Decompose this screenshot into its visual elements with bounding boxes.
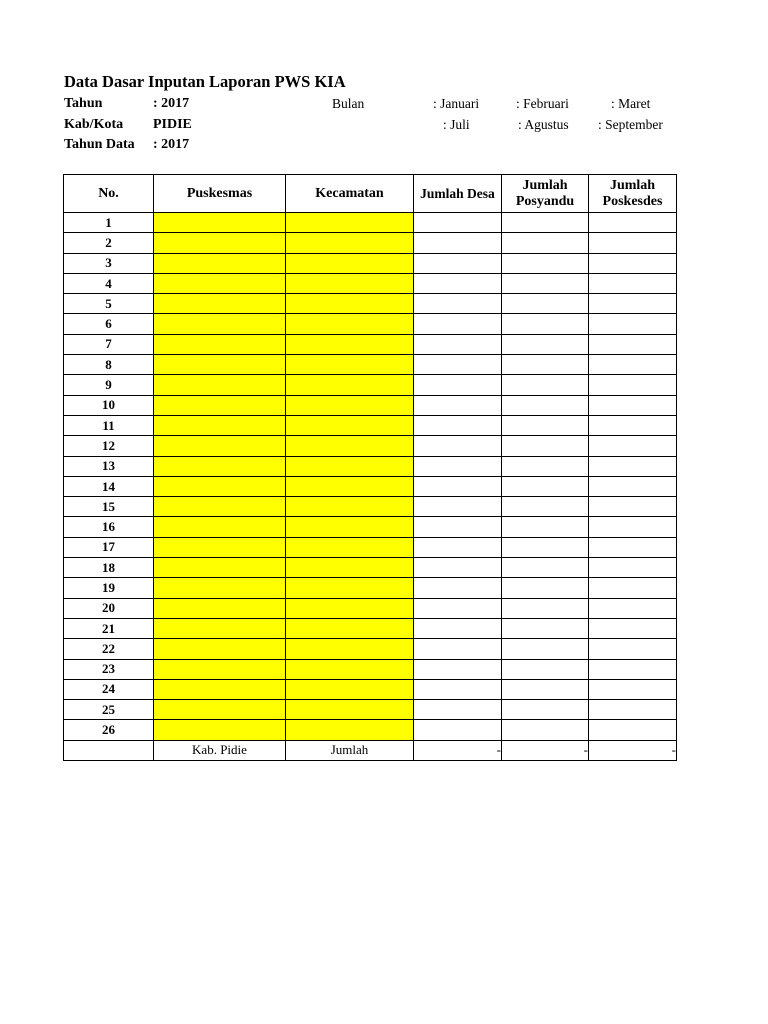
jumlah-posyandu-cell[interactable] <box>502 375 589 395</box>
puskesmas-cell[interactable] <box>154 679 286 699</box>
jumlah-posyandu-cell[interactable] <box>502 578 589 598</box>
table-row <box>64 578 677 598</box>
row-number: 2 <box>64 233 154 253</box>
table-row <box>64 700 677 720</box>
table-header-row <box>64 175 677 213</box>
jumlah-poskesdes-cell[interactable] <box>589 456 677 476</box>
col-header-poskesdes-line1: Jumlah <box>609 177 656 193</box>
footer-kab-pidie: Kab. Pidie <box>154 740 286 760</box>
jumlah-posyandu-cell[interactable] <box>502 700 589 720</box>
month-januari: : Januari <box>433 96 480 111</box>
jumlah-desa-cell[interactable] <box>414 213 502 233</box>
kecamatan-cell[interactable] <box>286 537 414 557</box>
bulan-label: Bulan <box>332 96 365 111</box>
jumlah-desa-cell[interactable] <box>414 598 502 618</box>
kecamatan-cell[interactable] <box>286 334 414 354</box>
col-header-poskesdes-line2: Poskesdes <box>602 193 663 209</box>
table-row <box>64 294 677 314</box>
row-number: 8 <box>64 355 154 375</box>
jumlah-posyandu-cell[interactable] <box>502 618 589 638</box>
month-agustus: : Agustus <box>518 117 569 132</box>
jumlah-poskesdes-cell[interactable] <box>589 558 677 578</box>
jumlah-desa-cell[interactable] <box>414 618 502 638</box>
row-number: 7 <box>64 334 154 354</box>
kecamatan-cell[interactable] <box>286 375 414 395</box>
jumlah-posyandu-cell[interactable] <box>502 294 589 314</box>
table-body <box>64 213 677 741</box>
jumlah-poskesdes-cell[interactable] <box>589 618 677 638</box>
kecamatan-cell[interactable] <box>286 679 414 699</box>
jumlah-poskesdes-cell[interactable] <box>589 578 677 598</box>
row-number: 16 <box>64 517 154 537</box>
page-title: Data Dasar Inputan Laporan PWS KIA <box>64 72 346 91</box>
kecamatan-cell[interactable] <box>286 517 414 537</box>
jumlah-desa-cell[interactable] <box>414 537 502 557</box>
table-row <box>64 375 677 395</box>
puskesmas-cell[interactable] <box>154 639 286 659</box>
row-number: 20 <box>64 598 154 618</box>
kecamatan-cell[interactable] <box>286 213 414 233</box>
jumlah-poskesdes-cell[interactable] <box>589 213 677 233</box>
kecamatan-cell[interactable] <box>286 476 414 496</box>
row-number: 23 <box>64 659 154 679</box>
row-number: 10 <box>64 395 154 415</box>
jumlah-desa-cell[interactable] <box>414 639 502 659</box>
tahun-data-value: : 2017 <box>153 137 190 152</box>
jumlah-posyandu-cell[interactable] <box>502 476 589 496</box>
puskesmas-cell[interactable] <box>154 314 286 334</box>
jumlah-desa-cell[interactable] <box>414 497 502 517</box>
kecamatan-cell[interactable] <box>286 436 414 456</box>
tahun-value: : 2017 <box>153 96 190 111</box>
kecamatan-cell[interactable] <box>286 355 414 375</box>
jumlah-poskesdes-cell[interactable] <box>589 659 677 679</box>
col-header-posyandu-line1: Jumlah <box>522 177 568 193</box>
jumlah-desa-cell[interactable] <box>414 558 502 578</box>
month-september: : September <box>598 117 663 132</box>
table-row <box>64 233 677 253</box>
kecamatan-cell[interactable] <box>286 233 414 253</box>
table-row <box>64 314 677 334</box>
data-table <box>63 174 677 761</box>
jumlah-desa-cell[interactable] <box>414 720 502 740</box>
col-header-jumlah-poskesdes <box>589 175 677 213</box>
month-maret: : Maret <box>611 96 651 111</box>
jumlah-desa-cell[interactable] <box>414 700 502 720</box>
puskesmas-cell[interactable] <box>154 233 286 253</box>
row-number: 25 <box>64 700 154 720</box>
kecamatan-cell[interactable] <box>286 578 414 598</box>
footer-total-desa: - <box>414 740 502 760</box>
kecamatan-cell[interactable] <box>286 456 414 476</box>
puskesmas-cell[interactable] <box>154 659 286 679</box>
jumlah-poskesdes-cell[interactable] <box>589 314 677 334</box>
jumlah-poskesdes-cell[interactable] <box>589 720 677 740</box>
puskesmas-cell[interactable] <box>154 253 286 273</box>
jumlah-desa-cell[interactable] <box>414 476 502 496</box>
kecamatan-cell[interactable] <box>286 314 414 334</box>
jumlah-desa-cell[interactable] <box>414 253 502 273</box>
jumlah-posyandu-cell[interactable] <box>502 517 589 537</box>
jumlah-posyandu-cell[interactable] <box>502 456 589 476</box>
row-number: 15 <box>64 497 154 517</box>
table-row <box>64 720 677 740</box>
row-number: 5 <box>64 294 154 314</box>
puskesmas-cell[interactable] <box>154 436 286 456</box>
jumlah-desa-cell[interactable] <box>414 294 502 314</box>
kecamatan-cell[interactable] <box>286 395 414 415</box>
jumlah-poskesdes-cell[interactable] <box>589 679 677 699</box>
kecamatan-cell[interactable] <box>286 720 414 740</box>
table-row <box>64 558 677 578</box>
puskesmas-cell[interactable] <box>154 558 286 578</box>
table-row <box>64 598 677 618</box>
puskesmas-cell[interactable] <box>154 395 286 415</box>
table-row <box>64 537 677 557</box>
kecamatan-cell[interactable] <box>286 558 414 578</box>
table-row <box>64 618 677 638</box>
table-footer-row <box>64 740 677 760</box>
table-row <box>64 679 677 699</box>
jumlah-desa-cell[interactable] <box>414 375 502 395</box>
puskesmas-cell[interactable] <box>154 497 286 517</box>
month-februari: : Februari <box>516 96 569 111</box>
jumlah-poskesdes-cell[interactable] <box>589 436 677 456</box>
table-row <box>64 334 677 354</box>
col-header-no: No. <box>64 175 154 213</box>
kecamatan-cell[interactable] <box>286 598 414 618</box>
kecamatan-cell[interactable] <box>286 700 414 720</box>
jumlah-posyandu-cell[interactable] <box>502 334 589 354</box>
puskesmas-cell[interactable] <box>154 598 286 618</box>
table-row <box>64 476 677 496</box>
row-number: 24 <box>64 679 154 699</box>
row-number: 1 <box>64 213 154 233</box>
row-number: 26 <box>64 720 154 740</box>
jumlah-poskesdes-cell[interactable] <box>589 415 677 435</box>
jumlah-poskesdes-cell[interactable] <box>589 294 677 314</box>
jumlah-desa-cell[interactable] <box>414 415 502 435</box>
jumlah-posyandu-cell[interactable] <box>502 273 589 293</box>
kab-kota-label: Kab/Kota <box>64 117 124 132</box>
jumlah-desa-cell[interactable] <box>414 659 502 679</box>
table-row <box>64 213 677 233</box>
jumlah-desa-cell[interactable] <box>414 679 502 699</box>
puskesmas-cell[interactable] <box>154 618 286 638</box>
jumlah-desa-cell[interactable] <box>414 273 502 293</box>
puskesmas-cell[interactable] <box>154 294 286 314</box>
row-number: 4 <box>64 273 154 293</box>
jumlah-posyandu-cell[interactable] <box>502 537 589 557</box>
table-row <box>64 395 677 415</box>
row-number: 17 <box>64 537 154 557</box>
table-row <box>64 253 677 273</box>
col-header-puskesmas: Puskesmas <box>154 175 286 213</box>
jumlah-poskesdes-cell[interactable] <box>589 700 677 720</box>
row-number: 18 <box>64 558 154 578</box>
kecamatan-cell[interactable] <box>286 618 414 638</box>
kecamatan-cell[interactable] <box>286 497 414 517</box>
puskesmas-cell[interactable] <box>154 213 286 233</box>
month-juli: : Juli <box>443 117 470 132</box>
jumlah-posyandu-cell[interactable] <box>502 355 589 375</box>
puskesmas-cell[interactable] <box>154 720 286 740</box>
jumlah-poskesdes-cell[interactable] <box>589 537 677 557</box>
jumlah-desa-cell[interactable] <box>414 456 502 476</box>
table-row <box>64 415 677 435</box>
tahun-label: Tahun <box>64 96 103 111</box>
table-row <box>64 436 677 456</box>
jumlah-posyandu-cell[interactable] <box>502 639 589 659</box>
jumlah-poskesdes-cell[interactable] <box>589 253 677 273</box>
jumlah-desa-cell[interactable] <box>414 395 502 415</box>
puskesmas-cell[interactable] <box>154 517 286 537</box>
row-number: 3 <box>64 253 154 273</box>
jumlah-posyandu-cell[interactable] <box>502 659 589 679</box>
kecamatan-cell[interactable] <box>286 294 414 314</box>
row-number: 21 <box>64 618 154 638</box>
puskesmas-cell[interactable] <box>154 415 286 435</box>
jumlah-desa-cell[interactable] <box>414 578 502 598</box>
jumlah-posyandu-cell[interactable] <box>502 314 589 334</box>
jumlah-posyandu-cell[interactable] <box>502 233 589 253</box>
row-number: 14 <box>64 476 154 496</box>
jumlah-desa-cell[interactable] <box>414 233 502 253</box>
puskesmas-cell[interactable] <box>154 334 286 354</box>
table-row <box>64 273 677 293</box>
jumlah-desa-cell[interactable] <box>414 517 502 537</box>
jumlah-poskesdes-cell[interactable] <box>589 598 677 618</box>
jumlah-poskesdes-cell[interactable] <box>589 395 677 415</box>
row-number: 6 <box>64 314 154 334</box>
puskesmas-cell[interactable] <box>154 375 286 395</box>
table-row <box>64 517 677 537</box>
jumlah-posyandu-cell[interactable] <box>502 598 589 618</box>
jumlah-posyandu-cell[interactable] <box>502 213 589 233</box>
kecamatan-cell[interactable] <box>286 639 414 659</box>
kecamatan-cell[interactable] <box>286 253 414 273</box>
jumlah-posyandu-cell[interactable] <box>502 395 589 415</box>
kecamatan-cell[interactable] <box>286 415 414 435</box>
footer-total-poskesdes: - <box>589 740 677 760</box>
row-number: 19 <box>64 578 154 598</box>
jumlah-posyandu-cell[interactable] <box>502 558 589 578</box>
kab-kota-value: PIDIE <box>153 117 192 132</box>
puskesmas-cell[interactable] <box>154 355 286 375</box>
jumlah-poskesdes-cell[interactable] <box>589 355 677 375</box>
jumlah-posyandu-cell[interactable] <box>502 497 589 517</box>
table-row <box>64 355 677 375</box>
row-number: 9 <box>64 375 154 395</box>
row-number: 12 <box>64 436 154 456</box>
jumlah-poskesdes-cell[interactable] <box>589 639 677 659</box>
table-row <box>64 659 677 679</box>
jumlah-desa-cell[interactable] <box>414 436 502 456</box>
jumlah-desa-cell[interactable] <box>414 334 502 354</box>
jumlah-posyandu-cell[interactable] <box>502 720 589 740</box>
puskesmas-cell[interactable] <box>154 537 286 557</box>
jumlah-posyandu-cell[interactable] <box>502 253 589 273</box>
kecamatan-cell[interactable] <box>286 659 414 679</box>
jumlah-poskesdes-cell[interactable] <box>589 233 677 253</box>
col-header-posyandu-line2: Posyandu <box>515 193 575 209</box>
row-number: 22 <box>64 639 154 659</box>
tahun-data-label: Tahun Data <box>64 137 135 152</box>
footer-empty-cell <box>64 740 154 760</box>
jumlah-desa-cell[interactable] <box>414 355 502 375</box>
col-header-jumlah-desa: Jumlah Desa <box>414 175 502 213</box>
table-row <box>64 639 677 659</box>
col-header-jumlah-posyandu <box>502 175 589 213</box>
row-number: 13 <box>64 456 154 476</box>
jumlah-poskesdes-cell[interactable] <box>589 375 677 395</box>
jumlah-posyandu-cell[interactable] <box>502 679 589 699</box>
kecamatan-cell[interactable] <box>286 273 414 293</box>
row-number: 11 <box>64 415 154 435</box>
jumlah-desa-cell[interactable] <box>414 314 502 334</box>
jumlah-posyandu-cell[interactable] <box>502 436 589 456</box>
puskesmas-cell[interactable] <box>154 578 286 598</box>
jumlah-poskesdes-cell[interactable] <box>589 334 677 354</box>
table-row <box>64 497 677 517</box>
puskesmas-cell[interactable] <box>154 700 286 720</box>
jumlah-posyandu-cell[interactable] <box>502 415 589 435</box>
puskesmas-cell[interactable] <box>154 273 286 293</box>
table-row <box>64 456 677 476</box>
jumlah-poskesdes-cell[interactable] <box>589 273 677 293</box>
footer-jumlah-label: Jumlah <box>286 740 414 760</box>
puskesmas-cell[interactable] <box>154 456 286 476</box>
puskesmas-cell[interactable] <box>154 476 286 496</box>
jumlah-poskesdes-cell[interactable] <box>589 476 677 496</box>
col-header-kecamatan: Kecamatan <box>286 175 414 213</box>
footer-total-posyandu: - <box>502 740 589 760</box>
jumlah-poskesdes-cell[interactable] <box>589 497 677 517</box>
jumlah-poskesdes-cell[interactable] <box>589 517 677 537</box>
